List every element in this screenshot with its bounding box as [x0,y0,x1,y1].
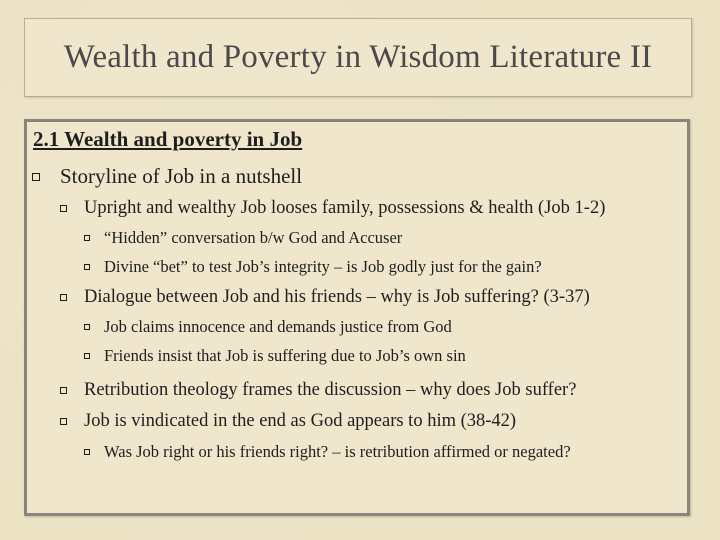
list-item [84,442,571,462]
list-item [60,380,576,401]
square-bullet-icon [84,235,90,241]
title-box [24,18,692,97]
list-item-text: Upright and wealthy Job looses family, possessions & health (Job 1-2) [84,198,606,218]
square-bullet-icon [84,353,90,359]
list-item-text: Job is vindicated in the end as God appears to him (38-42) [84,411,517,431]
list-item [84,317,452,337]
list-item-text: Dialogue between Job and his friends – why is Job suffering? (3-37) [84,287,590,307]
content-box [24,119,690,516]
square-bullet-icon [60,418,67,425]
list-item [84,346,466,366]
slide-title: Wealth and Poverty in Wisdom Literature II [63,39,653,75]
square-bullet-icon [84,449,90,455]
list-item-text: Job claims innocence and demands justice from God [104,317,452,336]
list-item [84,228,402,248]
list-item-text: Was Job right or his friends right? – is retribution affirmed or negated? [104,442,571,461]
list-item-storyline [32,164,302,189]
list-item [60,411,516,432]
list-item [60,287,590,308]
section-heading: 2.1 Wealth and poverty in Job [33,127,303,151]
list-item-text: Storyline of Job in a nutshell [60,164,303,188]
list-item-text: Divine “bet” to test Job’s integrity – is Job godly just for the gain? [104,257,542,276]
square-bullet-icon [60,387,67,394]
square-bullet-icon [84,264,90,270]
list-item [60,198,605,219]
list-item-text: Retribution theology frames the discussion – why does Job suffer? [84,380,577,400]
square-bullet-icon [60,205,67,212]
square-bullet-icon [60,294,67,301]
list-item-text: Friends insist that Job is suffering due to Job’s own sin [104,346,466,365]
square-bullet-icon [32,173,40,181]
list-item [84,257,542,277]
square-bullet-icon [84,324,90,330]
list-item-text: “Hidden” conversation b/w God and Accuser [104,228,403,247]
